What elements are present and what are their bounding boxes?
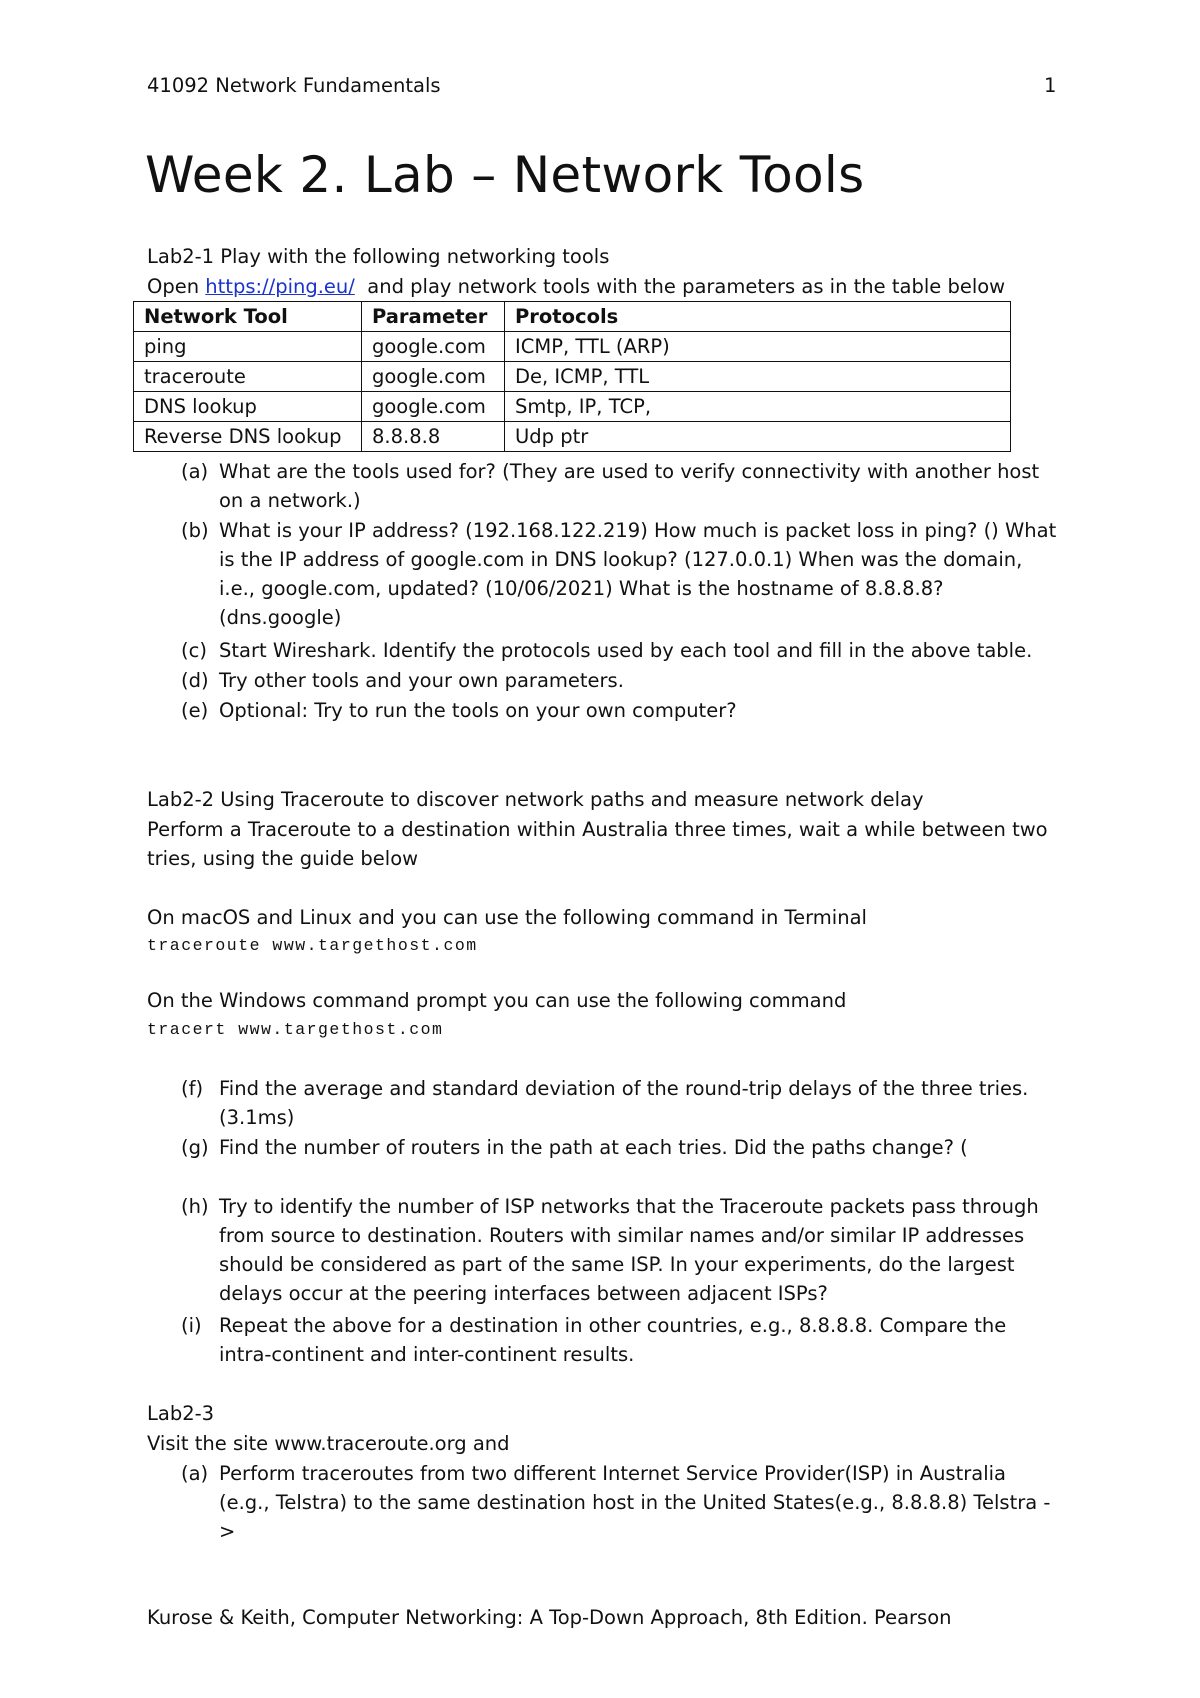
list-item-text: Find the average and standard deviation of the round-trip delays of the three tries. (3.1ms): [219, 1077, 1029, 1129]
list-item-label: (b): [181, 519, 209, 542]
ping-eu-link[interactable]: https://ping.eu/: [205, 275, 355, 298]
table-row: [134, 332, 1011, 362]
table-header-cell: Network Tool: [134, 302, 362, 332]
table-header-cell: Parameter: [362, 302, 505, 332]
windows-instruction: On the Windows command prompt you can use the following command: [147, 989, 847, 1012]
mac-instruction: On macOS and Linux and you can use the following command in Terminal: [147, 906, 867, 929]
table-cell: Reverse DNS lookup: [134, 422, 362, 452]
list-item-label: (f): [181, 1077, 204, 1100]
list-item-text: Repeat the above for a destination in other countries, e.g., 8.8.8.8. Compare the intra-continent and inter-continent results.: [219, 1314, 1007, 1366]
table-header-cell: Protocols: [505, 302, 1011, 332]
list-item-label: (i): [181, 1314, 202, 1337]
list-item-text: Start Wireshark. Identify the protocols used by each tool and fill in the above table.: [219, 639, 1033, 662]
open-suffix: and play network tools with the parameters as in the table below: [367, 275, 1006, 298]
lab2-intro-line-2: tries, using the guide below: [147, 847, 419, 870]
table-cell: google.com: [362, 392, 505, 422]
list-item-label: (a): [181, 460, 209, 483]
table-cell: Smtp, IP, TCP,: [505, 392, 1011, 422]
table-cell: Udp ptr: [505, 422, 1011, 452]
list-item-text: Perform traceroutes from two different Internet Service Provider(ISP) in Australia (e.g., Telstra) to the same destination host in the United States(e.g., 8.8.8.8) Telstra ->: [219, 1462, 1051, 1543]
lab2-intro-line-1: Perform a Traceroute to a destination within Australia three times, wait a while between two: [147, 818, 1048, 841]
page-number: 1: [1044, 74, 1057, 97]
mac-command: traceroute www.targethost.com: [147, 936, 478, 955]
table-cell: De, ICMP, TTL: [505, 362, 1011, 392]
list-item-text: Try other tools and your own parameters.: [219, 669, 624, 692]
open-prefix: Open: [147, 275, 200, 298]
list-item-text: What are the tools used for? (They are used to verify connectivity with another host on a network.): [219, 460, 1040, 512]
lab1-heading: Lab2-1 Play with the following networking tools: [147, 245, 610, 268]
table-cell: google.com: [362, 362, 505, 392]
list-item-text: What is your IP address? (192.168.122.219) How much is packet loss in ping? () What is the IP address of google.com in DNS lookup? (127.0.0.1) When was the domain, i.e., google.com, updated? (10/06/2021) What is the hostname of 8.8.8.8? (dns.google): [219, 519, 1057, 629]
page-title: Week 2. Lab – Network Tools: [145, 146, 865, 204]
lab3-heading: Lab2-3: [147, 1402, 215, 1425]
windows-command: tracert www.targethost.com: [147, 1020, 444, 1039]
list-item-label: (g): [181, 1136, 209, 1159]
table-cell: 8.8.8.8: [362, 422, 505, 452]
list-item-label: (a): [181, 1462, 209, 1485]
table-cell: ping: [134, 332, 362, 362]
list-item-label: (c): [181, 639, 207, 662]
list-item-label: (d): [181, 669, 209, 692]
running-header-course: 41092 Network Fundamentals: [147, 74, 441, 97]
table-cell: google.com: [362, 332, 505, 362]
list-item-text: Optional: Try to run the tools on your own computer?: [219, 699, 737, 722]
list-item-text: Try to identify the number of ISP networks that the Traceroute packets pass through from source to destination. Routers with similar names and/or similar IP addresses should be considered as part of the same ISP. In your experiments, do the largest delays occur at the peering interfaces between adjacent ISPs?: [219, 1195, 1039, 1305]
table-row: [134, 362, 1011, 392]
table-cell: ICMP, TTL (ARP): [505, 332, 1011, 362]
lab3-visit: Visit the site www.traceroute.org and: [147, 1432, 510, 1455]
lab1-open-line: [147, 275, 1005, 299]
list-item-label: (e): [181, 699, 209, 722]
table-cell: traceroute: [134, 362, 362, 392]
table-row: [134, 422, 1011, 452]
lab2-heading: Lab2-2 Using Traceroute to discover network paths and measure network delay: [147, 788, 924, 811]
footer-citation: Kurose & Keith, Computer Networking: A Top-Down Approach, 8th Edition. Pearson: [147, 1606, 952, 1629]
network-tools-table: [133, 301, 1011, 452]
list-item-text: Find the number of routers in the path at each tries. Did the paths change? (: [219, 1136, 968, 1159]
list-item-label: (h): [181, 1195, 209, 1218]
table-row: [134, 392, 1011, 422]
table-cell: DNS lookup: [134, 392, 362, 422]
table-header-row: [134, 302, 1011, 332]
